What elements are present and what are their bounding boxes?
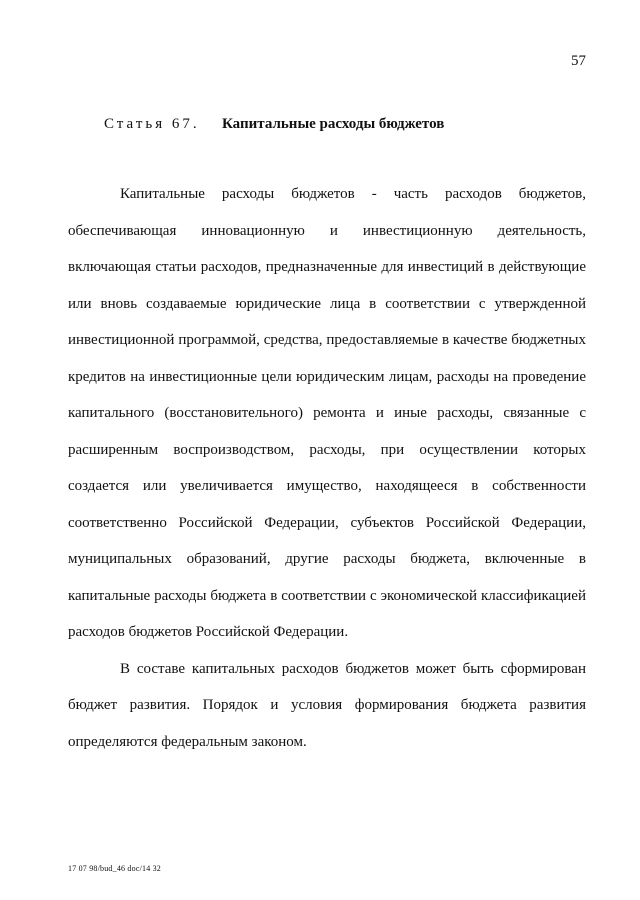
paragraph-development-budget: В составе капитальных расходов бюджетов может быть сформирован бюджет развития. Порядок и условия формирования бюджета развития определяются федеральным законом. [68, 660, 586, 750]
article-body [68, 176, 586, 760]
footer-file-stamp: 17 07 98/bud_46 doc/14 32 [68, 864, 161, 873]
page-number: 57 [571, 53, 586, 69]
article-title: Капитальные расходы бюджетов [222, 116, 445, 132]
paragraph-capital-expenditures: Капитальные расходы бюджетов - часть расходов бюджетов, обеспечивающая инновационную и инвестиционную деятельность, включающая статьи расходов, предназначенные для инвестиций в действующие или вновь создаваемые юридические лица в соответствии с утвержденной инвестиционной программой, средства, предоставляемые в качестве бюджетных кредитов на инвестиционные цели юридическим лицам, расходы на проведение капитального (восстановительного) ремонта и иные расходы, связанные с расширенным воспроизводством, расходы, при осуществлении которых создается или увеличивается имущество, находящееся в собственности соответственно Российской Федерации, субъектов Российской Федерации, муниципальных образований, другие расходы бюджета, включенные в капитальные расходы бюджета в соответствии с экономической классификацией расходов бюджетов Российской Федерации. [68, 186, 586, 640]
article-number: Статья 67. [104, 116, 200, 132]
article-heading [104, 115, 444, 133]
